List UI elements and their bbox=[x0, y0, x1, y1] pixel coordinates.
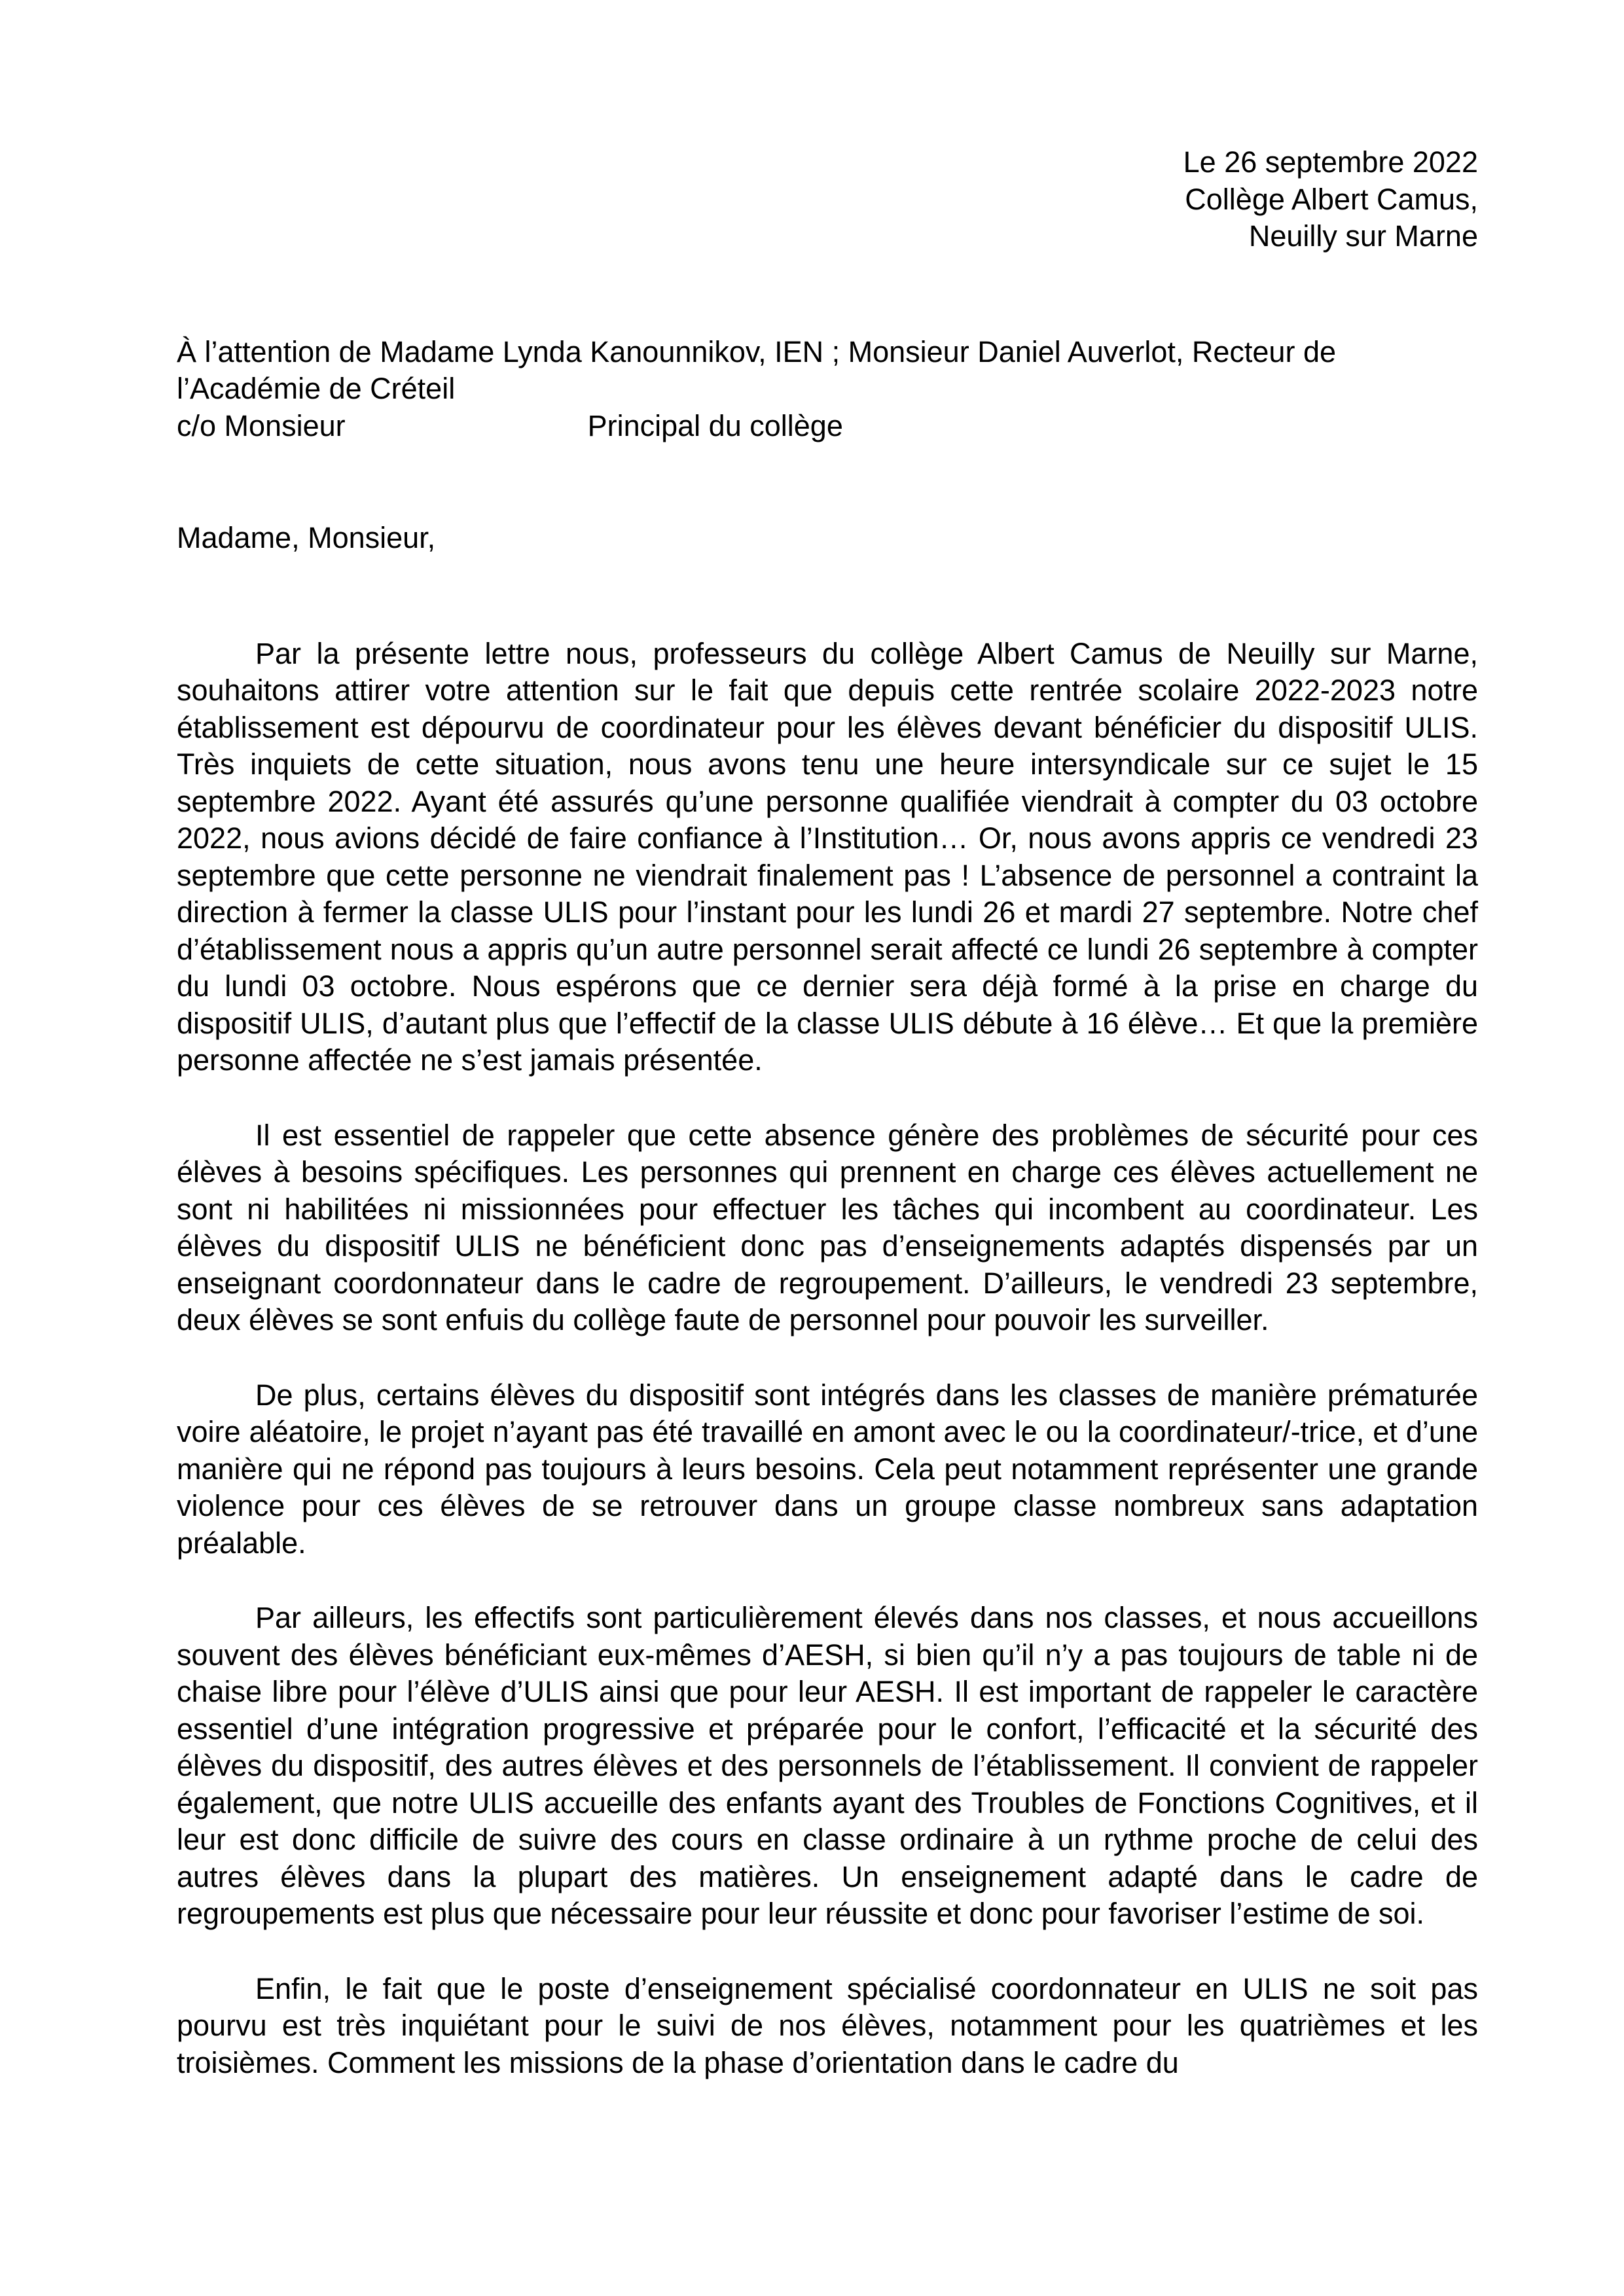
letter-header bbox=[177, 144, 1478, 255]
care-of-prefix: c/o Monsieur bbox=[177, 408, 346, 442]
letter-date: Le 26 septembre 2022 bbox=[1183, 145, 1478, 179]
school-name: Collège Albert Camus, bbox=[1185, 182, 1478, 216]
body-paragraph-1: Par la présente lettre nous, professeurs du collège Albert Camus de Neuilly sur Marne, souhaitons attirer votre attention sur le fait que depuis cette rentrée scolaire 2022-2023 notre établissement est dépourvu de coordinateur pour les élèves devant bénéficier du dispositif ULIS. Très inquiets de cette situation, nous avons tenu une heure intersyndicale sur ce sujet le 15 septembre 2022. Ayant été assurés qu’une personne qualifiée viendrait à compter du 03 octobre 2022, nous avions décidé de faire confiance à l’Institution… Or, nous avons appris ce vendredi 23 septembre que cette personne ne viendrait finalement pas ! L’absence de personnel a contraint la direction à fermer la classe ULIS pour l’instant pour les lundi 26 et mardi 27 septembre. Notre chef d’établissement nous a appris qu’un autre personnel serait affecté ce lundi 26 septembre à compter du lundi 03 octobre. Nous espérons que ce dernier sera déjà formé à la prise en charge du dispositif ULIS, d’autant plus que l’effectif de la classe ULIS débute à 16 élève… Et que la première personne affectée ne s’est jamais présentée. bbox=[177, 636, 1478, 1077]
letter-page bbox=[177, 144, 1478, 2081]
recipient-attention: À l’attention de Madame Lynda Kanounnikov, IEN ; Monsieur Daniel Auverlot, Recteur de l’Académie de Créteil bbox=[177, 334, 1336, 405]
salutation: Madame, Monsieur, bbox=[177, 521, 436, 554]
school-town: Neuilly sur Marne bbox=[1248, 219, 1478, 253]
body-paragraph-2: Il est essentiel de rappeler que cette absence génère des problèmes de sécurité pour ces élèves à besoins spécifiques. Les personnes qui prennent en charge ces élèves actuellement ne sont ni habilitées ni missionnées pour effectuer les tâches qui incombent au coordinateur. Les élèves du dispositif ULIS ne bénéficient donc pas d’enseignements adaptés dispensés par un enseignant coordonnateur dans le cadre de regroupement. D’ailleurs, le vendredi 23 septembre, deux élèves se sont enfuis du collège faute de personnel pour pouvoir les surveiller. bbox=[177, 1118, 1478, 1336]
recipient-block bbox=[177, 334, 1478, 445]
body-paragraph-3: De plus, certains élèves du dispositif sont intégrés dans les classes de manière prématurée voire aléatoire, le projet n’ayant pas été travaillé en amont avec le ou la coordinateur/-trice, et d’une manière qui ne répond pas toujours à leurs besoins. Cela peut notamment représenter une grande violence pour ces élèves de se retrouver dans un groupe classe nombreux sans adaptation préalable. bbox=[177, 1378, 1478, 1560]
body-paragraph-5: Enfin, le fait que le poste d’enseignement spécialisé coordonnateur en ULIS ne soit pas pourvu est très inquiétant pour le suivi de nos élèves, notamment pour les quatrièmes et les troisièmes. Comment les missions de la phase d’orientation dans le cadre du bbox=[177, 1971, 1478, 2079]
recipient-care-of bbox=[177, 408, 1478, 445]
care-of-role: Principal du collège bbox=[587, 408, 843, 442]
body-paragraph-4: Par ailleurs, les effectifs sont particulièrement élevés dans nos classes, et nous accueillons souvent des élèves bénéficiant eux-mêmes d’AESH, si bien qu’il n’y a pas toujours de table ni de chaise libre pour l’élève d’ULIS ainsi que pour leur AESH. Il est important de rappeler le caractère essentiel d’une intégration progressive et préparée pour le confort, l’efficacité et la sécurité des élèves du dispositif, des autres élèves et des personnels de l’établissement. Il convient de rappeler également, que notre ULIS accueille des enfants ayant des Troubles de Fonctions Cognitives, et il leur est donc difficile de suivre des cours en classe ordinaire à un rythme proche de celui des autres élèves dans la plupart des matières. Un enseignement adapté dans le cadre de regroupements est plus que nécessaire pour leur réussite et donc pour favoriser l’estime de soi. bbox=[177, 1601, 1478, 1930]
